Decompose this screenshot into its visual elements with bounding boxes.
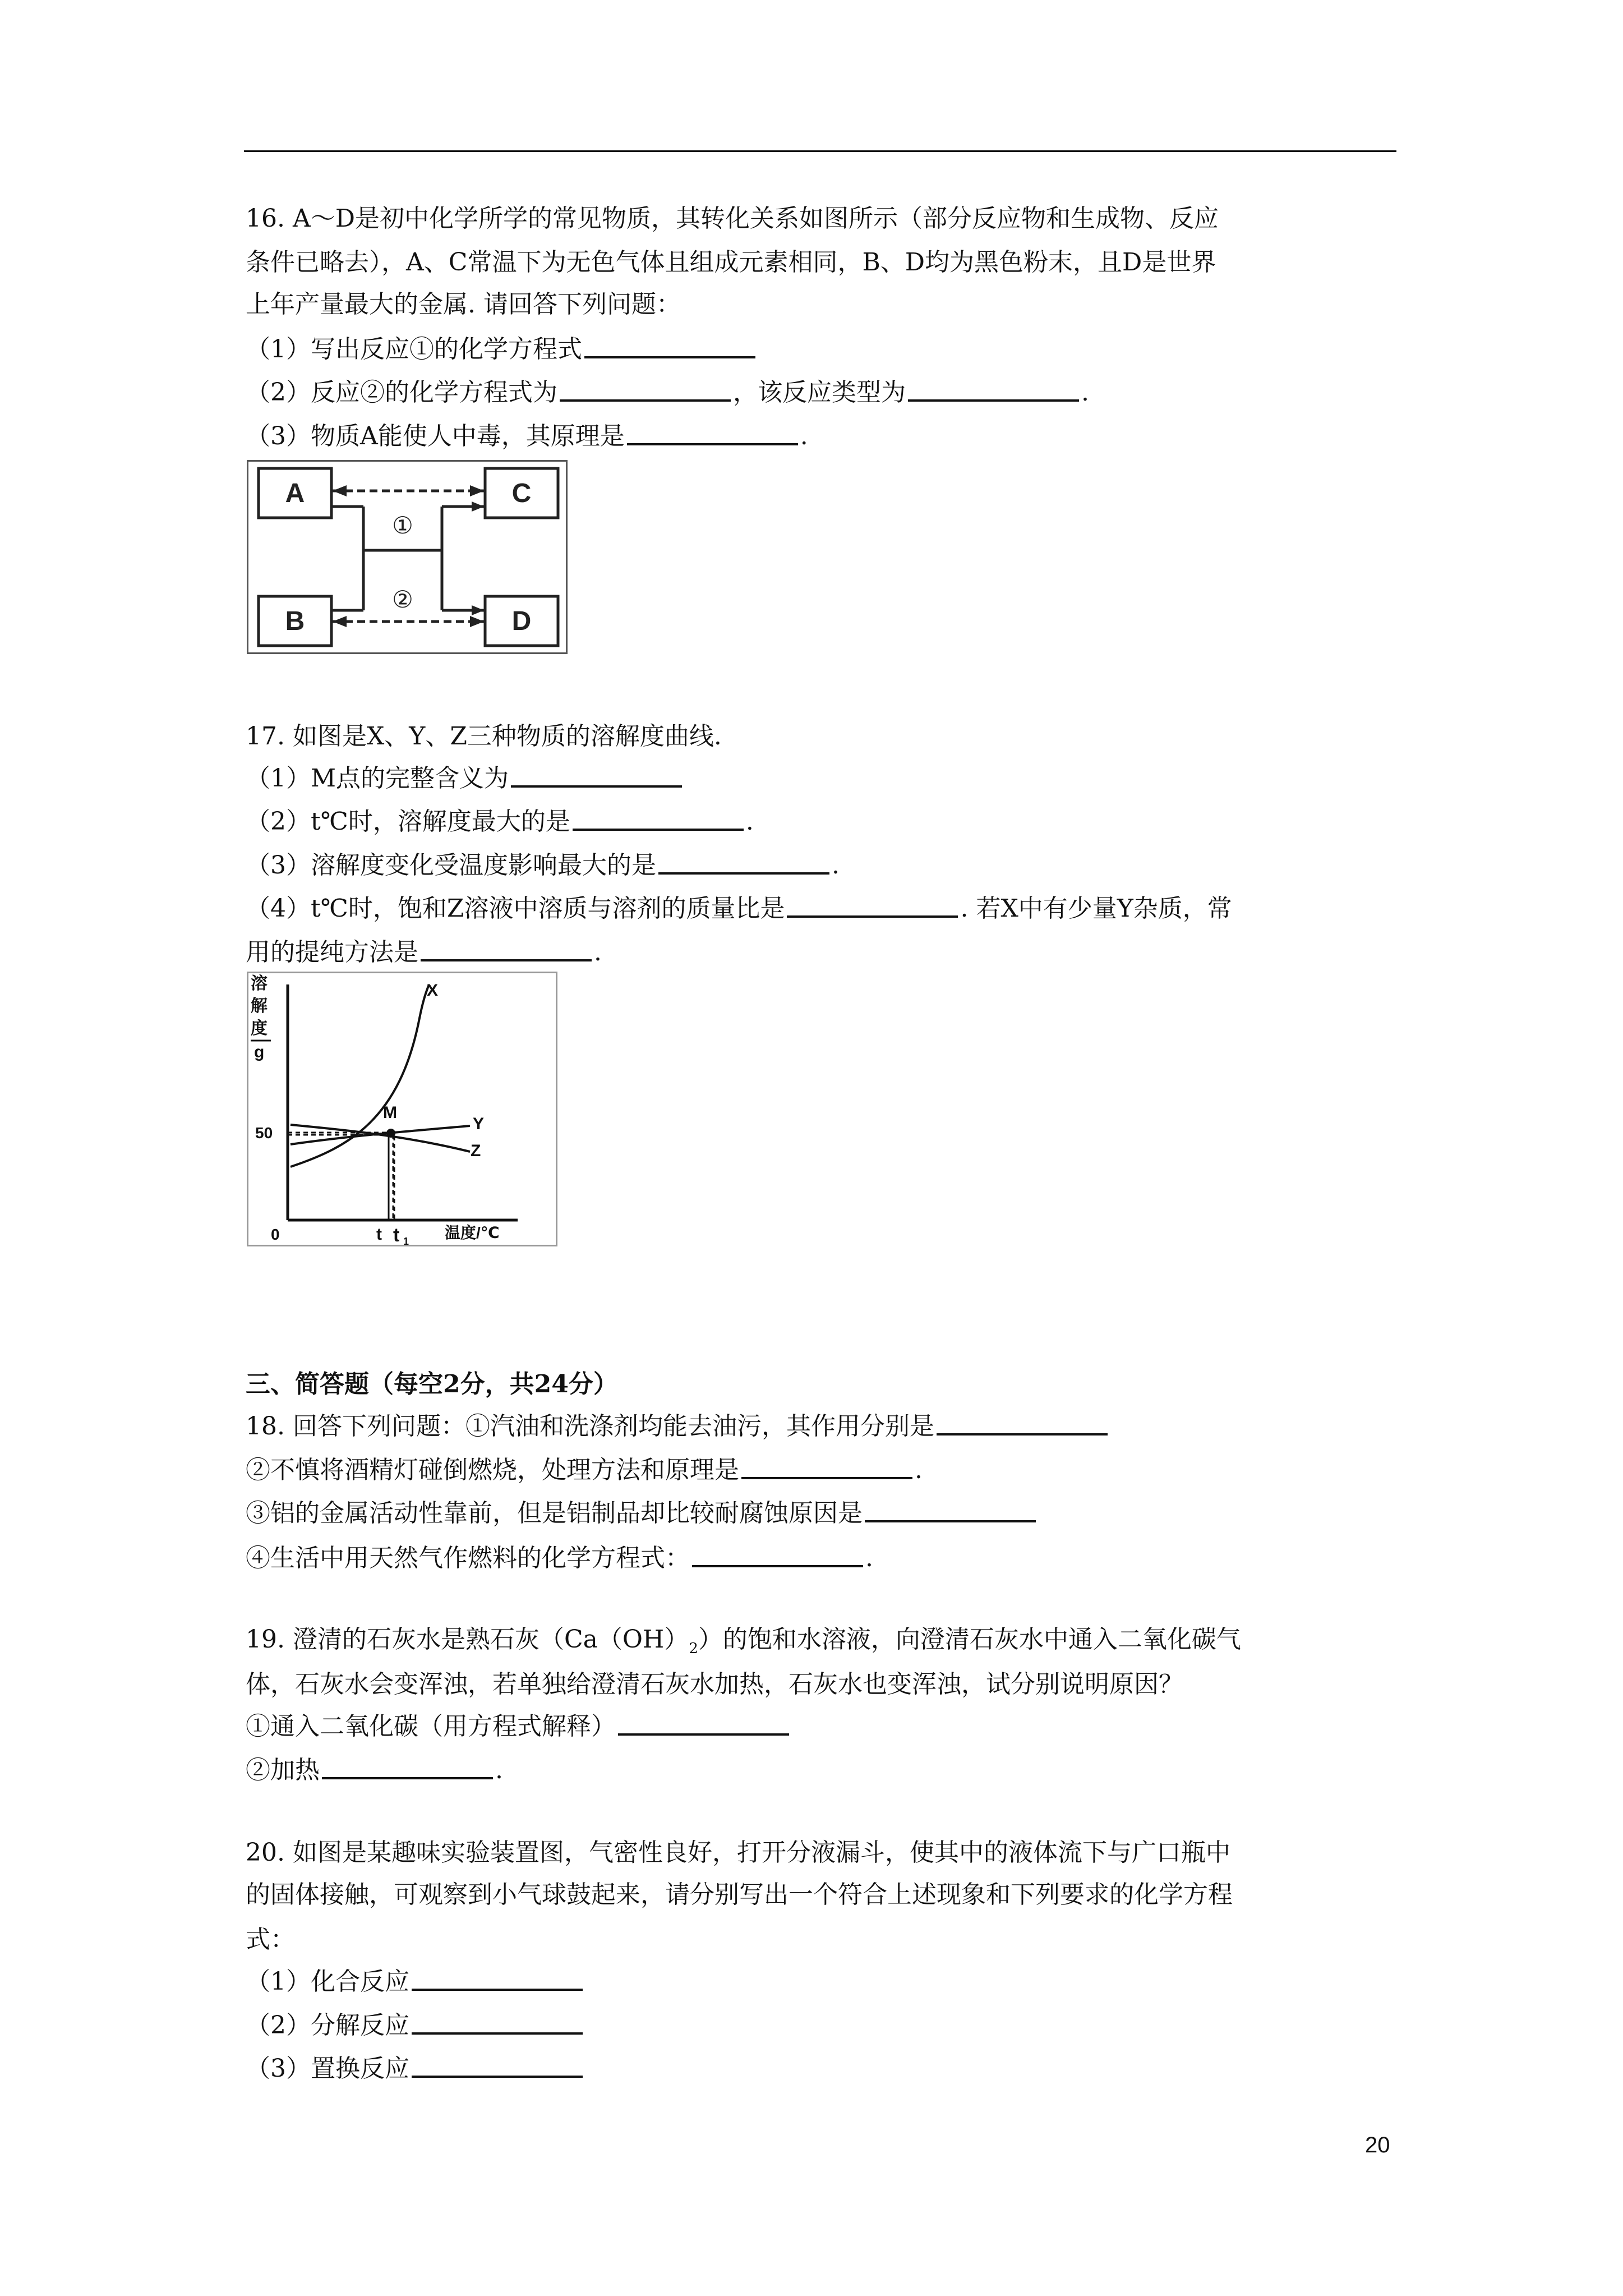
- series-y-label: Y: [473, 1115, 485, 1133]
- x-tick-t1: t: [393, 1225, 400, 1245]
- node-c: C: [511, 478, 532, 508]
- ylabel-unit: g: [254, 1043, 265, 1061]
- solubility-chart: [247, 972, 557, 1246]
- series-z-label: Z: [471, 1142, 481, 1160]
- q18-line1: 18. 回答下列问题：①汽油和洗涤剂均能去油污，其作用分别是: [246, 1411, 1110, 1442]
- answer-blank[interactable]: [865, 1499, 1036, 1522]
- answer-blank[interactable]: [618, 1712, 789, 1736]
- q16-line1: 16. A～D是初中化学所学的常见物质，其转化关系如图所示（部分反应物和生成物、反应: [246, 204, 1219, 233]
- q16-part3: （3）物质A能使人中毒，其原理是 .: [246, 422, 808, 450]
- q20-line3: 式：: [246, 1925, 295, 1954]
- series-x-label: X: [427, 981, 439, 1000]
- q17-line1: 17. 如图是X、Y、Z三种物质的溶解度曲线.: [246, 722, 722, 751]
- x-tick-t1-sub: 1: [403, 1236, 409, 1245]
- q16-line3: 上年产量最大的金属. 请回答下列问题：: [246, 290, 681, 319]
- ylabel-char-1: 溶: [251, 974, 268, 993]
- node-a: A: [285, 478, 305, 508]
- q18-line4: ④生活中用天然气作燃料的化学方程式： .: [246, 1544, 873, 1572]
- answer-blank[interactable]: [658, 851, 829, 875]
- q19-line3: ①通入二氧化碳（用方程式解释）: [246, 1711, 791, 1742]
- answer-blank[interactable]: [573, 807, 744, 831]
- q17-part3: （3）溶解度变化受温度影响最大的是 .: [246, 851, 840, 880]
- answer-blank[interactable]: [412, 2054, 583, 2078]
- answer-blank[interactable]: [627, 422, 798, 445]
- point-m-label: M: [383, 1103, 397, 1122]
- x-tick-t: t: [376, 1225, 382, 1244]
- node-b: B: [285, 606, 305, 636]
- origin-label: 0: [271, 1226, 280, 1243]
- ylabel-char-3: 度: [251, 1019, 268, 1038]
- answer-blank[interactable]: [412, 1967, 583, 1991]
- answer-blank[interactable]: [560, 378, 731, 402]
- node-d: D: [511, 606, 532, 636]
- page-number: 20: [1365, 2133, 1390, 2157]
- answer-blank[interactable]: [584, 335, 755, 358]
- answer-blank[interactable]: [322, 1756, 493, 1779]
- q16-line2: 条件已略去），A、C常温下为无色气体且组成元素相同，B、D均为黑色粉末，且D是世界: [246, 248, 1216, 277]
- q16-part2: （2）反应②的化学方程式为 ，该反应类型为 .: [246, 378, 1089, 407]
- q16-diagram: [247, 460, 568, 654]
- answer-blank[interactable]: [412, 2011, 583, 2035]
- header-rule: [244, 150, 1396, 152]
- q20-part3: （3）置换反应: [246, 2053, 585, 2085]
- answer-blank[interactable]: [421, 938, 592, 961]
- q20-part1: （1）化合反应: [246, 1966, 585, 1998]
- y-tick-50: 50: [255, 1124, 273, 1142]
- q20-line2: 的固体接触，可观察到小气球鼓起来，请分别写出一个符合上述现象和下列要求的化学方程: [246, 1880, 1233, 1909]
- x-axis-label: 温度/℃: [445, 1224, 500, 1241]
- answer-blank[interactable]: [511, 764, 682, 788]
- answer-blank[interactable]: [692, 1544, 863, 1567]
- q20-part2: （2）分解反应: [246, 2010, 585, 2041]
- ylabel-char-2: 解: [251, 997, 268, 1015]
- q18-line2: ②不慎将酒精灯碰倒燃烧，处理方法和原理是 .: [246, 1456, 923, 1484]
- answer-blank[interactable]: [908, 378, 1079, 402]
- q19-line4: ②加热 .: [246, 1756, 503, 1784]
- q18-line3: ③铝的金属活动性靠前，但是铝制品却比较耐腐蚀原因是: [246, 1498, 1038, 1529]
- answer-blank[interactable]: [787, 894, 958, 918]
- q17-part2: （2）t℃时，溶解度最大的是 .: [246, 807, 754, 836]
- q17-part4: （4）t℃时，饱和Z溶液中溶质与溶剂的质量比是 . 若X中有少量Y杂质，常: [246, 894, 1232, 923]
- answer-blank[interactable]: [937, 1412, 1108, 1435]
- answer-blank[interactable]: [741, 1456, 912, 1479]
- q17-part1: （1）M点的完整含义为: [246, 763, 684, 794]
- point-m: [386, 1129, 395, 1138]
- q19-line2: 体，石灰水会变浑浊，若单独给澄清石灰水加热，石灰水也变浑浊，试分别说明原因？: [246, 1670, 1183, 1699]
- q20-line1: 20. 如图是某趣味实验装置图，气密性良好，打开分液漏斗，使其中的液体流下与广口瓶中: [246, 1838, 1230, 1867]
- reaction-1-label: ①: [392, 512, 413, 539]
- q17-part4-cont: 用的提纯方法是 .: [246, 938, 602, 967]
- section-title: 三、简答题（每空2分，共24分）: [246, 1370, 618, 1398]
- q19-line1: 19. 澄清的石灰水是熟石灰$(Ca(OH)_2)$的饱和水溶液，向澄清石灰水中通入二氧化碳气: [246, 1625, 1241, 1657]
- reaction-2-label: ②: [392, 586, 413, 613]
- q16-part1: （1）写出反应①的化学方程式: [246, 334, 758, 365]
